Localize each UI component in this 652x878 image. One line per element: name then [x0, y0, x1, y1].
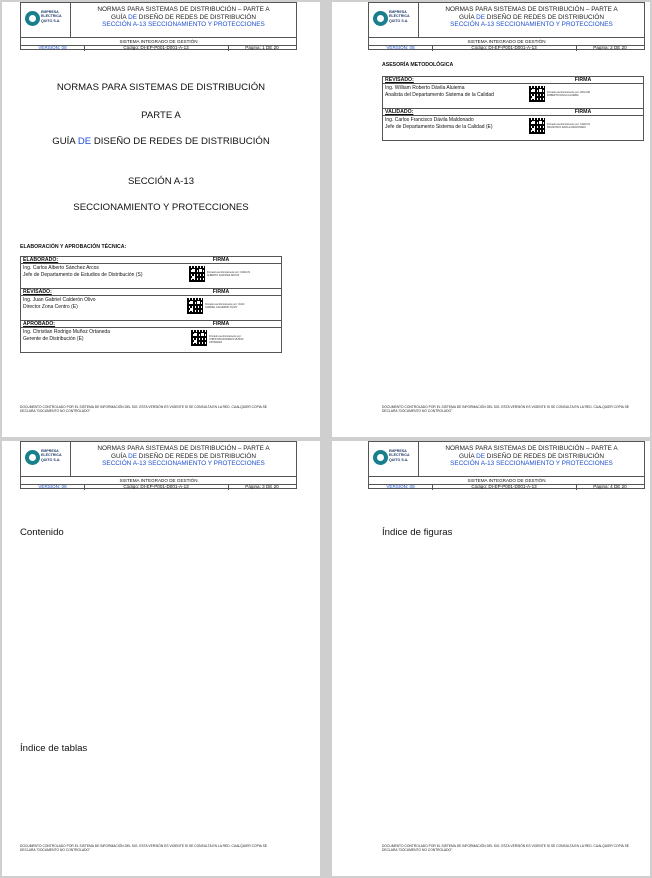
- code-label: Código: DI-EP-P001-D001-A-13: [432, 484, 577, 490]
- page-footer: DOCUMENTO CONTROLADO POR EL SISTEMA DE INFORMACIÓN DEL SIG. ESTA VERSIÓN ES VIGENTE SI SE CONSULTA EN LA RED. CUALQUIER COPIA SE DECLARA "DOCUMENTO NO CONTROLADO": [20, 844, 268, 853]
- figures-index: [382, 550, 637, 590]
- signature-text: Firmado electrónicamente por: CHRISTIAN RODRIGO MUÑOZ ORTANEDA: [209, 335, 244, 344]
- system-label: SISTEMA INTEGRADO DE GESTIÓN: [369, 476, 644, 485]
- figures-index-heading: Índice de figuras: [382, 527, 453, 538]
- eeq-logo-icon: [373, 450, 388, 465]
- header-title: NORMAS PARA SISTEMAS DE DISTRIBUCIÓN – PARTE A: [445, 6, 618, 13]
- header-section: SECCIÓN A-13 SECCIONAMIENTO Y PROTECCIONES: [450, 460, 613, 468]
- qr-code-icon: [191, 330, 207, 346]
- system-label: SISTEMA INTEGRADO DE GESTIÓN: [21, 476, 296, 485]
- approval-row: REVISADO: FIRMA Ing. Juan Gabriel Calderón Olivo Director Zona Centro (E) Firmado electrónicamente por: JUAN GABRIEL CALDERON OLIVO: [21, 289, 281, 321]
- page-number: Página: 4 DE 20: [593, 484, 627, 489]
- page-number: Página: 2 DE 20: [593, 45, 627, 50]
- approval-table: [20, 256, 282, 353]
- tables-index-heading: Índice de tablas: [20, 743, 88, 754]
- company-logo: EMPRESA ELÉCTRICA QUITO S.A.: [369, 3, 419, 37]
- signature-text: Firmado electrónicamente por: CARLOS ALBERTO SANCHEZ ARCOS: [207, 271, 250, 277]
- page-number: Página: 1 DE 20: [245, 45, 279, 50]
- approval-title: ELABORACIÓN Y APROBACIÓN TÉCNICA:: [20, 244, 127, 250]
- qr-code-icon: [189, 266, 205, 282]
- approval-row: REVISADO: FIRMA Ing. William Roberto Dávila Aluiema Analista del Departamento Sistema de la Calidad Firmado electrónicamente por: WILLIAM ROBERTO DAVILA ALUIEMA: [383, 77, 643, 109]
- approval-row: ELABORADO: FIRMA Ing. Carlos Alberto Sánchez Arcos Jefe de Departamento de Estudios de Distribución (S) Firmado electrónicamente por: CARLOS ALBERTO SANCHEZ ARCOS: [21, 257, 281, 289]
- system-label: SISTEMA INTEGRADO DE GESTIÓN: [21, 37, 296, 46]
- page-header: EMPRESA ELÉCTRICA QUITO S.A. NORMAS PARA SISTEMAS DE DISTRIBUCIÓN – PARTE A GUÍA DE DISEÑO DE REDES DE DISTRIBUCIÓN SECCIÓN A-13 SECCIONAMIENTO Y PROTECCIONES SISTEMA INTEGRADO DE GESTIÓN VERSIÓN: 08 Código: DI-EP-P001-D001-A-13 Página: 2 DE 20: [368, 2, 645, 50]
- header-section: SECCIÓN A-13 SECCIONAMIENTO Y PROTECCIONES: [102, 460, 265, 468]
- company-logo: [21, 3, 71, 37]
- page-header: EMPRESA ELÉCTRICA QUITO S.A. NORMAS PARA SISTEMAS DE DISTRIBUCIÓN – PARTE A GUÍA DE DISEÑO DE REDES DE DISTRIBUCIÓN SECCIÓN A-13 SECCIONAMIENTO Y PROTECCIONES SISTEMA INTEGRADO DE GESTIÓN VERSIÓN: 08 Código: DI-EP-P001-D001-A-13 Página: 4 DE 20: [368, 441, 645, 489]
- cover-section-name: SECCIONAMIENTO Y PROTECCIONES: [73, 202, 249, 213]
- table-of-contents: [20, 549, 275, 739]
- cover-part: PARTE A: [141, 110, 181, 121]
- document-page-3: [2, 441, 320, 876]
- methodology-title: ASESORÍA METODOLÓGICA: [382, 62, 454, 68]
- code-label: Código: DI-EP-P001-D001-A-13: [84, 484, 229, 490]
- version-label: VERSIÓN: 08: [21, 45, 85, 51]
- cover-section: SECCIÓN A-13: [127, 176, 195, 187]
- version-label: VERSIÓN: 08: [369, 484, 433, 490]
- logo-text: ELÉCTRICA: [41, 14, 62, 19]
- header-title: NORMAS PARA SISTEMAS DE DISTRIBUCIÓN – PARTE A: [97, 6, 270, 13]
- logo-text: QUITO S.A.: [41, 18, 61, 23]
- qr-code-icon: [529, 86, 545, 102]
- approval-row: VALIDADO: FIRMA Ing. Carlos Francisco Dávila Maldonado Jefe de Departamento Sistema de la Calidad (E) Firmado electrónicamente por: CARLOS FRANCISCO DAVILA MALDONADO: [383, 109, 643, 140]
- tables-index: [20, 766, 275, 826]
- company-logo: EMPRESA ELÉCTRICA QUITO S.A.: [369, 442, 419, 476]
- signature-text: Firmado electrónicamente por: CARLOS FRANCISCO DAVILA MALDONADO: [547, 123, 590, 129]
- page-footer: DOCUMENTO CONTROLADO POR EL SISTEMA DE INFORMACIÓN DEL SIG. ESTA VERSIÓN ES VIGENTE SI SE CONSULTA EN LA RED. CUALQUIER COPIA SE DECLARA "DOCUMENTO NO CONTROLADO": [382, 405, 630, 414]
- document-page-1: [2, 2, 320, 437]
- page-header: [20, 2, 297, 50]
- header-section: SECCIÓN A-13 SECCIONAMIENTO Y PROTECCIONES: [102, 21, 265, 29]
- company-logo: EMPRESA ELÉCTRICA QUITO S.A.: [21, 442, 71, 476]
- code-label: Código: DI-EP-P001-D001-A-13: [432, 45, 577, 51]
- header-title: NORMAS PARA SISTEMAS DE DISTRIBUCIÓN – PARTE A: [97, 445, 270, 452]
- page-header: EMPRESA ELÉCTRICA QUITO S.A. NORMAS PARA SISTEMAS DE DISTRIBUCIÓN – PARTE A GUÍA DE DISEÑO DE REDES DE DISTRIBUCIÓN SECCIÓN A-13 SECCIONAMIENTO Y PROTECCIONES SISTEMA INTEGRADO DE GESTIÓN VERSIÓN: 08 Código: DI-EP-P001-D001-A-13 Página: 3 DE 20: [20, 441, 297, 489]
- cover-title: NORMAS PARA SISTEMAS DE DISTRIBUCIÓN: [56, 82, 266, 93]
- approval-row: APROBADO: FIRMA Ing. Christian Rodrigo Muñoz Ortaneda Gerente de Distribución (E) Firmado electrónicamente por: CHRISTIAN RODRIGO MUÑOZ ORTANEDA: [21, 321, 281, 352]
- page-footer: DOCUMENTO CONTROLADO POR EL SISTEMA DE INFORMACIÓN DEL SIG. ESTA VERSIÓN ES VIGENTE SI SE CONSULTA EN LA RED. CUALQUIER COPIA SE DECLARA "DOCUMENTO NO CONTROLADO": [20, 405, 268, 414]
- page-number: Página: 3 DE 20: [245, 484, 279, 489]
- code-label: Código: DI-EP-P001-D001-A-13: [84, 45, 229, 51]
- eeq-logo-icon: [373, 11, 388, 26]
- contents-heading: Contenido: [20, 527, 64, 538]
- version-label: VERSIÓN: 08: [369, 45, 433, 51]
- version-label: VERSIÓN: 08: [21, 484, 85, 490]
- page-footer: DOCUMENTO CONTROLADO POR EL SISTEMA DE INFORMACIÓN DEL SIG. ESTA VERSIÓN ES VIGENTE SI SE CONSULTA EN LA RED. CUALQUIER COPIA SE DECLARA "DOCUMENTO NO CONTROLADO": [382, 844, 630, 853]
- header-subtitle-de: DE: [128, 13, 137, 21]
- cover-guide: GUÍA DE DISEÑO DE REDES DE DISTRIBUCIÓN: [52, 136, 270, 147]
- system-label: SISTEMA INTEGRADO DE GESTIÓN: [369, 37, 644, 46]
- eeq-logo-icon: [25, 450, 40, 465]
- signature-text: Firmado electrónicamente por: WILLIAM ROBERTO DAVILA ALUIEMA: [547, 91, 590, 97]
- header-title: NORMAS PARA SISTEMAS DE DISTRIBUCIÓN – PARTE A: [445, 445, 618, 452]
- header-section: SECCIÓN A-13 SECCIONAMIENTO Y PROTECCIONES: [450, 21, 613, 29]
- header-subtitle: DISEÑO DE REDES DE DISTRIBUCIÓN: [136, 13, 256, 21]
- qr-code-icon: [187, 298, 203, 314]
- document-page-2: [332, 2, 650, 437]
- methodology-table: [382, 76, 644, 141]
- qr-code-icon: [529, 118, 545, 134]
- document-page-4: [332, 441, 650, 876]
- logo-text: EMPRESA: [41, 10, 59, 14]
- header-subtitle: GUÍA: [111, 13, 129, 21]
- eeq-logo-icon: [25, 11, 40, 26]
- signature-text: Firmado electrónicamente por: JUAN GABRIEL CALDERON OLIVO: [205, 303, 245, 309]
